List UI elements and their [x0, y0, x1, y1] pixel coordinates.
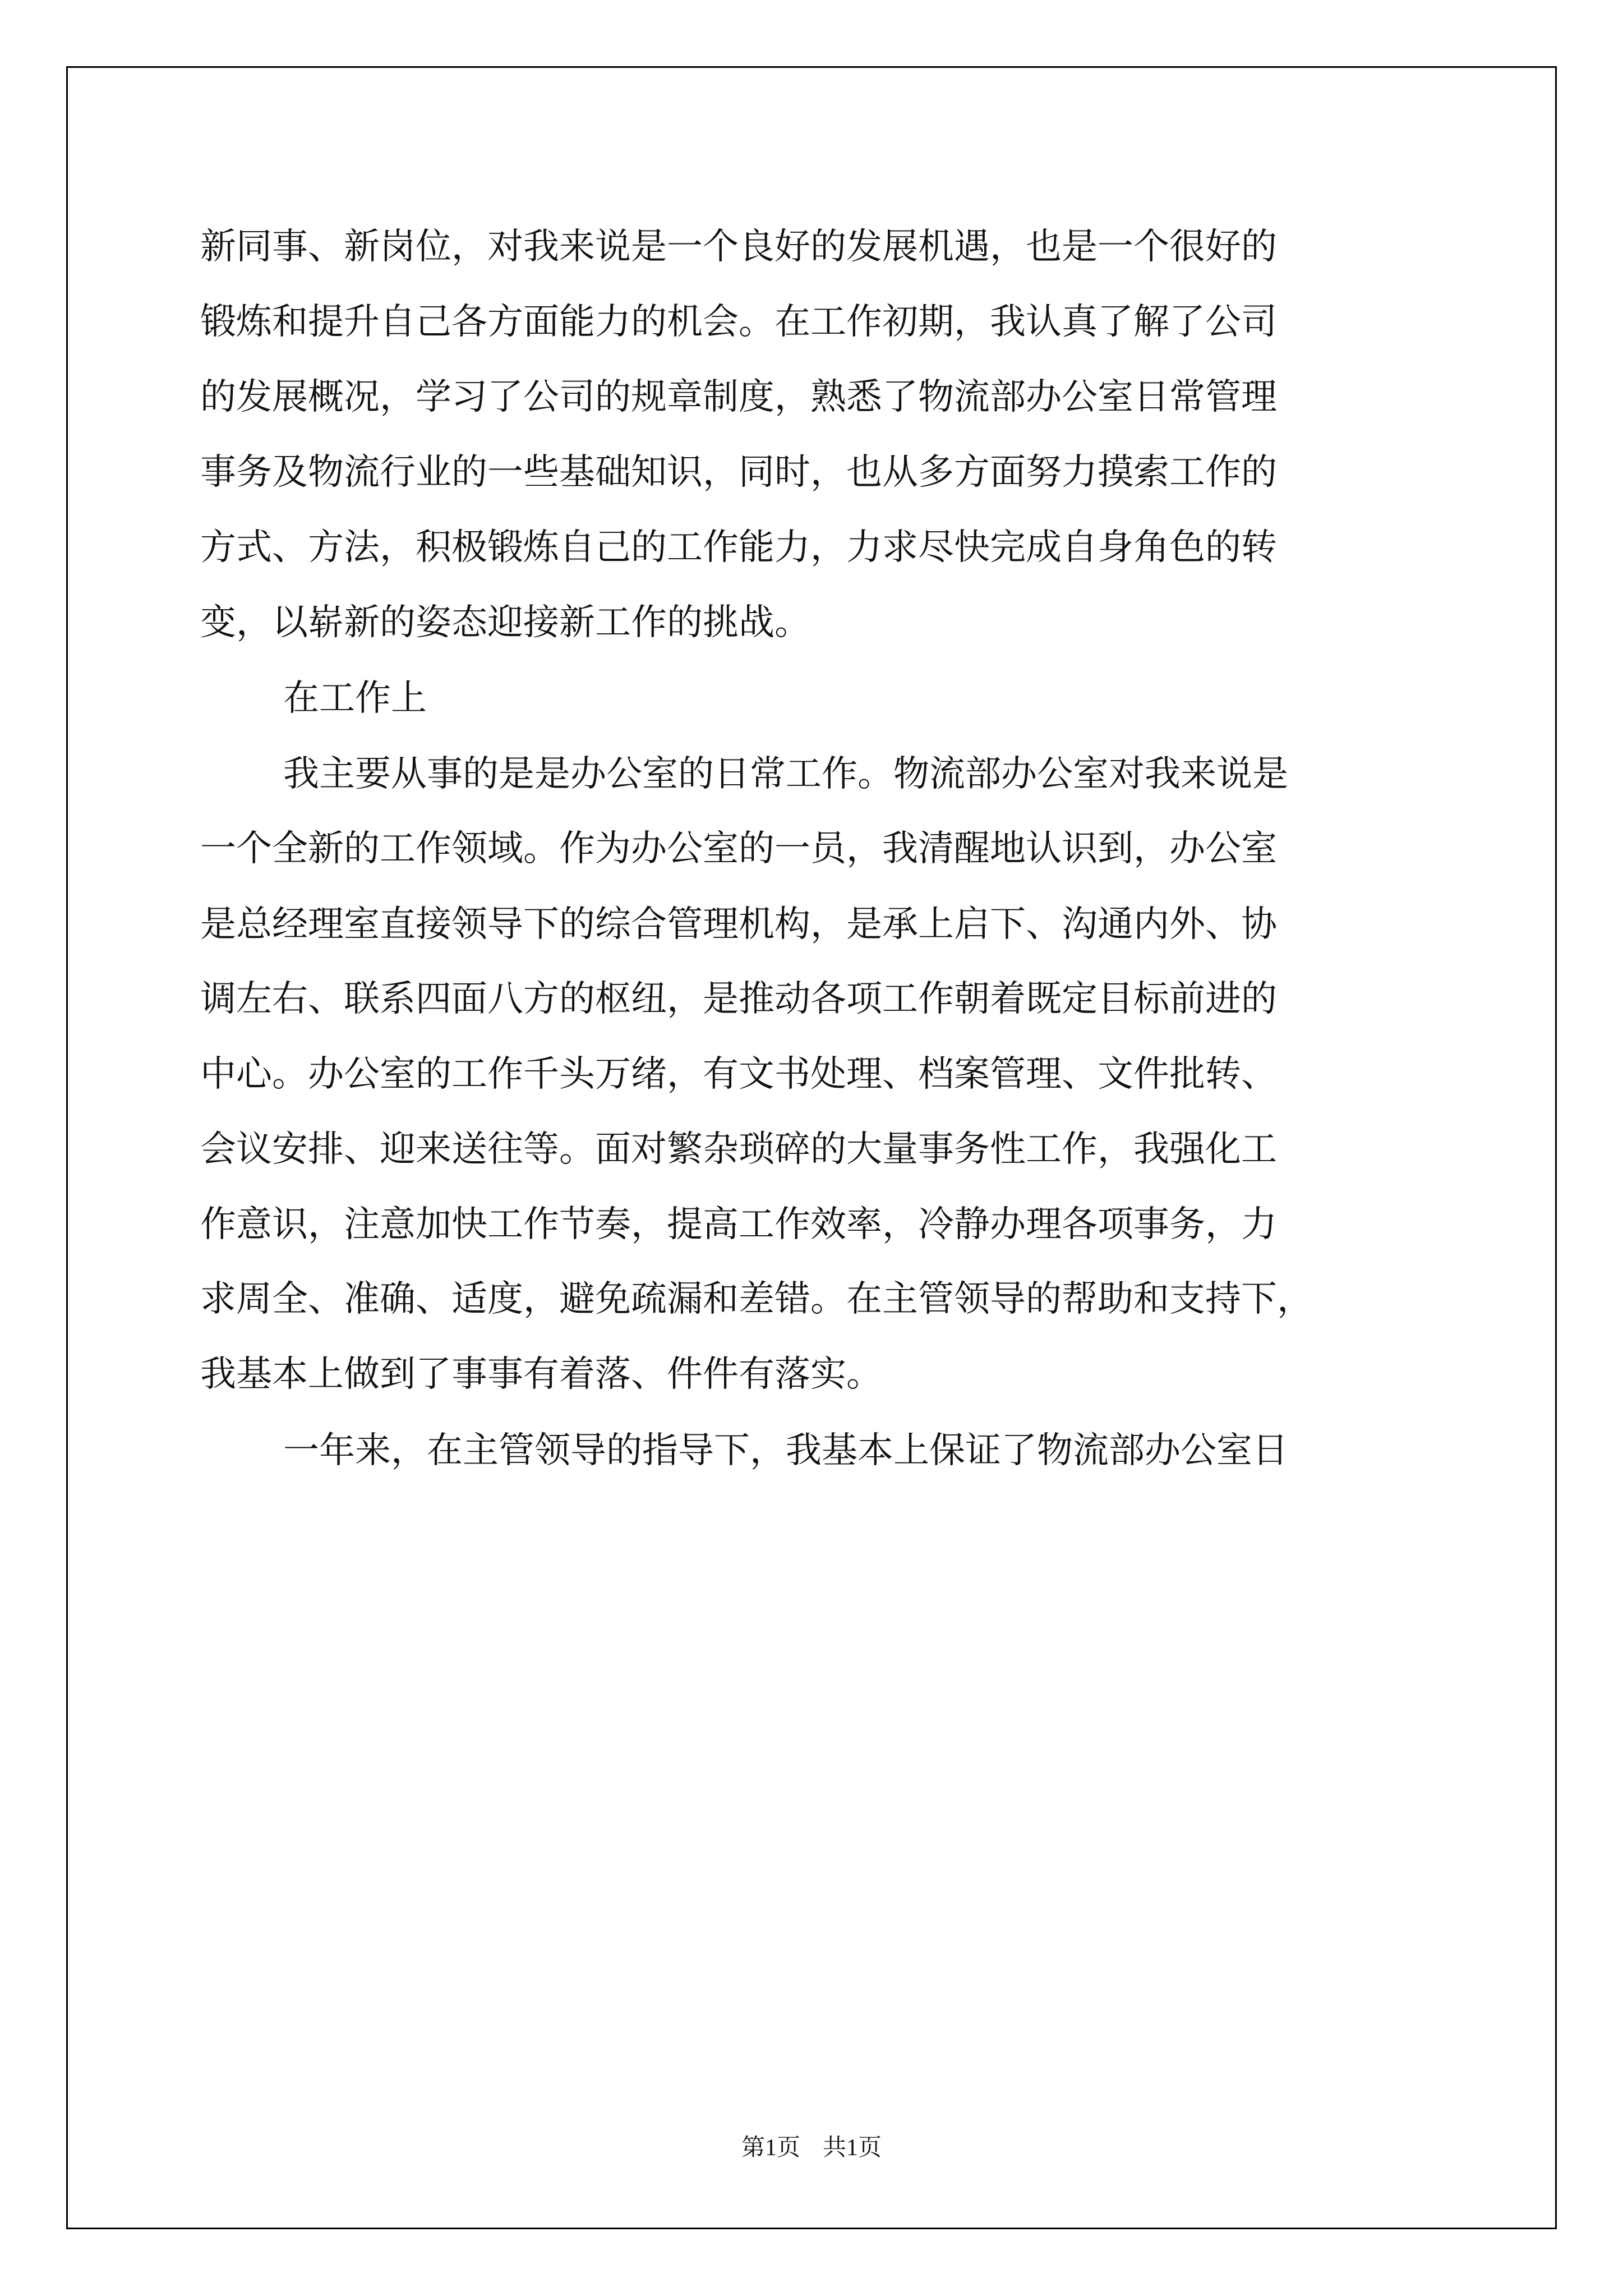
text-line: 调左右、联系四面八方的枢纽，是推动各项工作朝着既定目标前进的: [200, 978, 1277, 1020]
text-line: 是总经理室直接领导下的综合管理机构，是承上启下、沟通内外、协: [200, 904, 1277, 945]
text-line: 我主要从事的是是办公室的日常工作。物流部办公室对我来说是: [283, 753, 1288, 795]
text-line: 在工作上: [283, 678, 427, 719]
text-line: 会议安排、迎来送往等。面对繁杂琐碎的大量事务性工作，我强化工: [200, 1129, 1277, 1170]
text-line: 方式、方法，积极锻炼自己的工作能力，力求尽快完成自身角色的转: [200, 527, 1277, 568]
text-line: 作意识，注意加快工作节奏，提高工作效率，冷静办理各项事务，力: [200, 1204, 1277, 1245]
page-number-total: 共1页: [823, 2135, 882, 2161]
page-number-current: 第1页: [741, 2135, 800, 2161]
text-line: 一年来，在主管领导的指导下，我基本上保证了物流部办公室日: [283, 1430, 1288, 1471]
text-line: 的发展概况，学习了公司的规章制度，熟悉了物流部办公室日常管理: [200, 376, 1277, 418]
page-footer: [0, 2129, 1623, 2162]
text-line: 锻炼和提升自己各方面能力的机会。在工作初期，我认真了解了公司: [200, 301, 1277, 343]
text-line: 事务及物流行业的一些基础知识，同时，也从多方面努力摸索工作的: [200, 452, 1277, 493]
text-line: 变，以崭新的姿态迎接新工作的挑战。: [200, 602, 810, 643]
text-line: 中心。办公室的工作千头万绪，有文书处理、档案管理、文件批转、: [200, 1053, 1277, 1095]
text-line: 求周全、准确、适度，避免疏漏和差错。在主管领导的帮助和支持下，: [200, 1278, 1313, 1320]
text-line: 新同事、新岗位，对我来说是一个良好的发展机遇，也是一个很好的: [200, 226, 1277, 268]
text-line: 一个全新的工作领域。作为办公室的一员，我清醒地认识到，办公室: [200, 828, 1277, 869]
text-line: 我基本上做到了事事有着落、件件有落实。: [200, 1354, 882, 1395]
